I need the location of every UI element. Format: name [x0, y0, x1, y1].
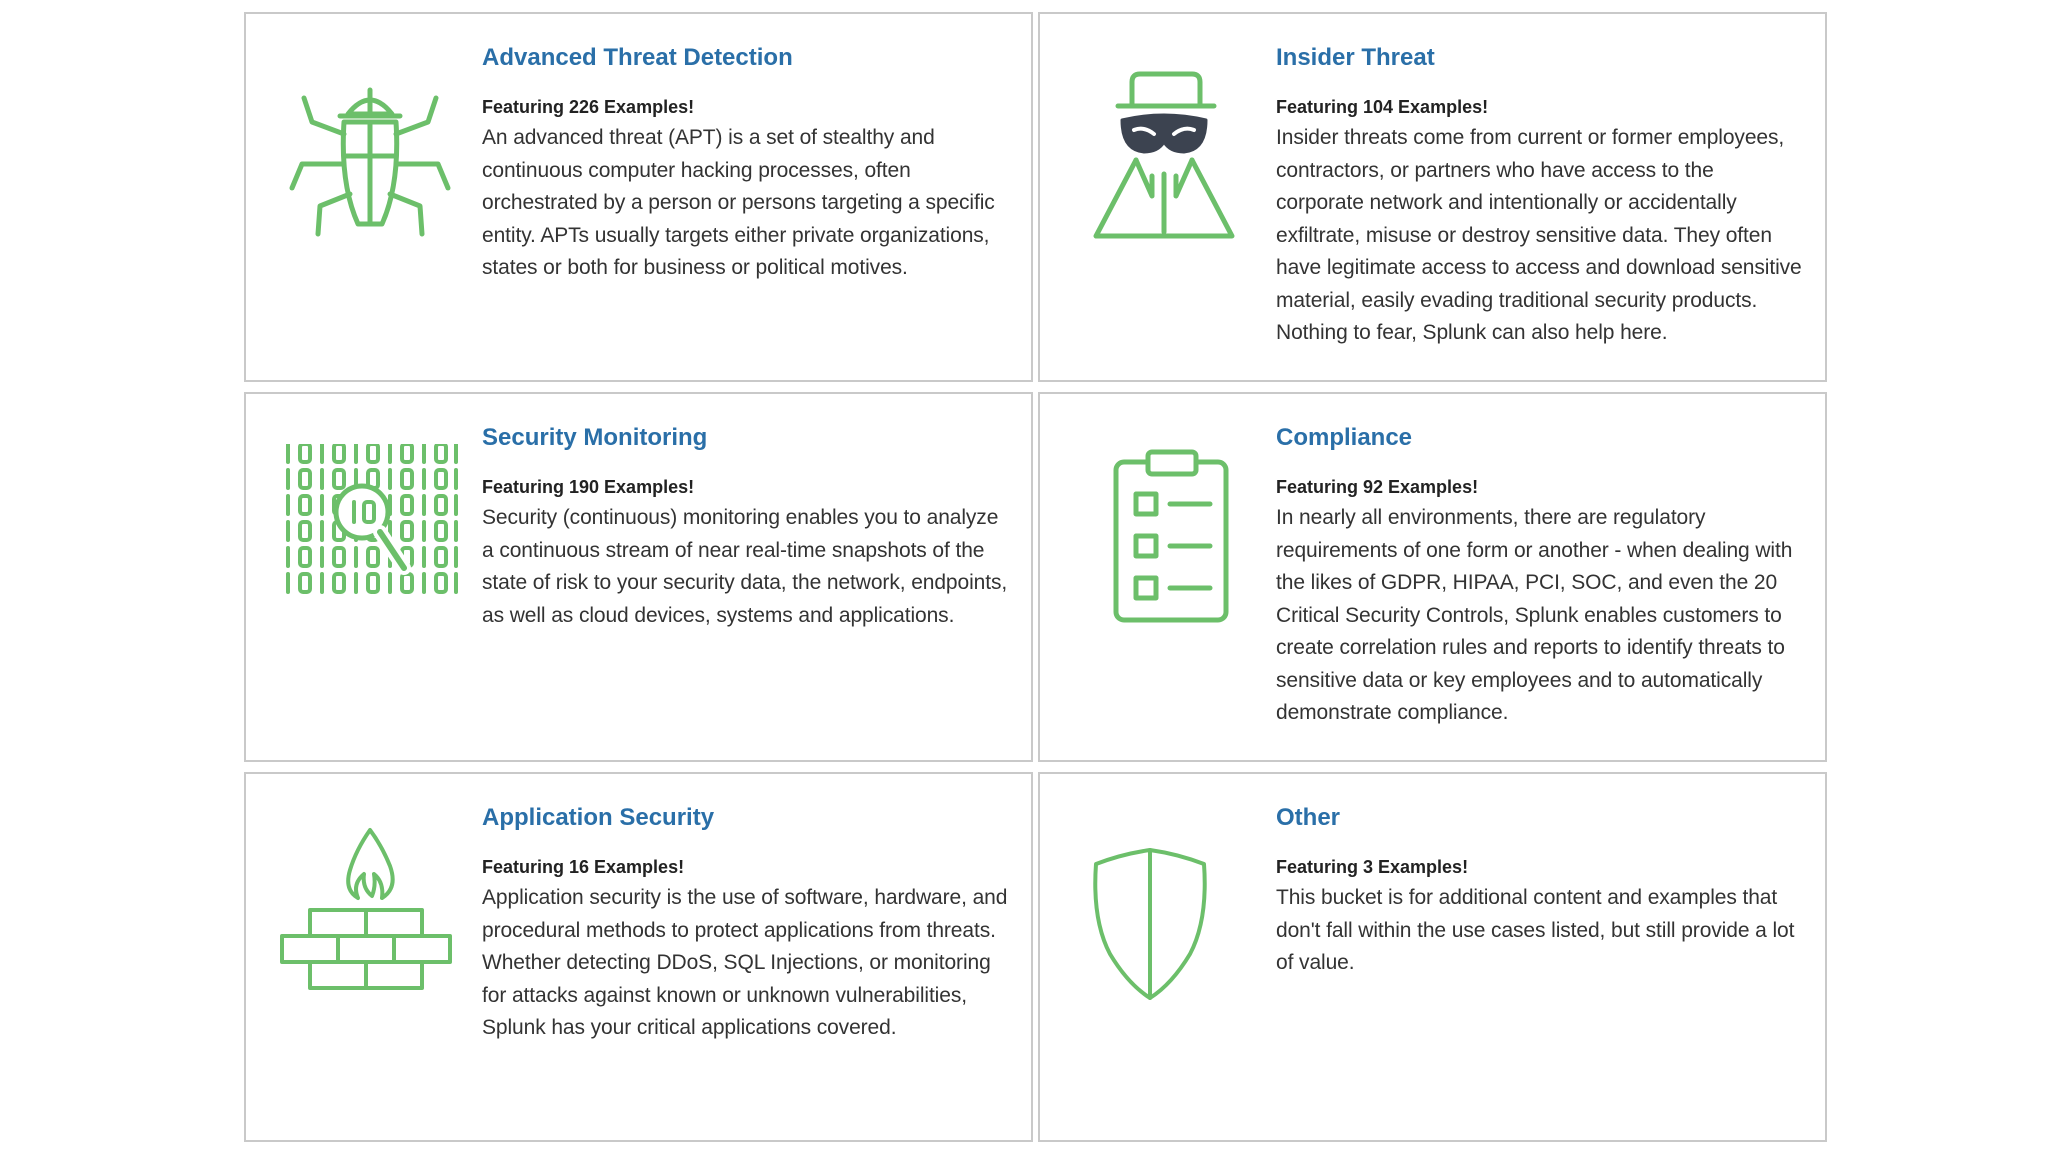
- checklist-icon: [1074, 444, 1254, 624]
- card-description: Insider threats come from current or former employees, contractors, or partners who have access to the corporate network and intentionally or accidentally exfiltrate, misuse or destroy sensitive data. They often have legitimate access to access and download sensitive material, easily evading traditional security products. Nothing to fear, Splunk can also help here.: [1276, 126, 1802, 344]
- featuring-count: Featuring 92 Examples!: [1276, 477, 1479, 497]
- card-application-security[interactable]: [244, 772, 1033, 1142]
- card-title[interactable]: Other: [1276, 804, 1341, 831]
- card-text: [482, 788, 1012, 1045]
- card-text: [1276, 28, 1806, 350]
- card-compliance[interactable]: [1038, 392, 1827, 762]
- card-title[interactable]: Security Monitoring: [482, 424, 708, 451]
- card-description: An advanced threat (APT) is a set of stealthy and continuous computer hacking processes, often orchestrated by a person or persons targeting a specific entity. APTs usually targets either private organizations, states or both for business or political motives.: [482, 126, 995, 279]
- firewall-icon: [280, 824, 460, 1004]
- shield-icon: [1074, 824, 1254, 1004]
- card-title[interactable]: Compliance: [1276, 424, 1413, 451]
- featuring-count: Featuring 104 Examples!: [1276, 97, 1489, 117]
- use-case-grid: [244, 12, 1827, 1142]
- card-advanced-threat-detection[interactable]: [244, 12, 1033, 382]
- featuring-count: Featuring 3 Examples!: [1276, 857, 1469, 877]
- card-text: [482, 408, 1012, 632]
- card-description: Security (continuous) monitoring enables you to analyze a continuous stream of near real-time snapshots of the state of risk to your security data, the network, endpoints, as well as cloud devices, systems and applications.: [482, 506, 1008, 627]
- card-text: [482, 28, 1012, 285]
- spy-icon: [1074, 64, 1254, 244]
- binary-magnifier-icon: [280, 444, 460, 624]
- card-description: Application security is the use of software, hardware, and procedural methods to protect applications from threats. Whether detecting DDoS, SQL Injections, or monitoring for attacks against known or unknown vulnerabilities, Splunk has your critical applications covered.: [482, 886, 1008, 1039]
- featuring-count: Featuring 226 Examples!: [482, 97, 695, 117]
- card-insider-threat[interactable]: [1038, 12, 1827, 382]
- card-security-monitoring[interactable]: [244, 392, 1033, 762]
- card-other[interactable]: [1038, 772, 1827, 1142]
- card-text: [1276, 788, 1806, 980]
- card-description: This bucket is for additional content and examples that don't fall within the use cases listed, but still provide a lot of value.: [1276, 886, 1795, 974]
- card-title[interactable]: Advanced Threat Detection: [482, 44, 793, 71]
- featuring-count: Featuring 16 Examples!: [482, 857, 685, 877]
- card-title[interactable]: Application Security: [482, 804, 715, 831]
- card-text: [1276, 408, 1806, 730]
- bug-icon: [280, 64, 460, 244]
- card-description: In nearly all environments, there are regulatory requirements of one form or another - when dealing with the likes of GDPR, HIPAA, PCI, SOC, and even the 20 Critical Security Controls, Splunk enables customers to create correlation rules and reports to identify threats to sensitive data or key employees and to automatically demonstrate compliance.: [1276, 506, 1793, 724]
- card-title[interactable]: Insider Threat: [1276, 44, 1435, 71]
- featuring-count: Featuring 190 Examples!: [482, 477, 695, 497]
